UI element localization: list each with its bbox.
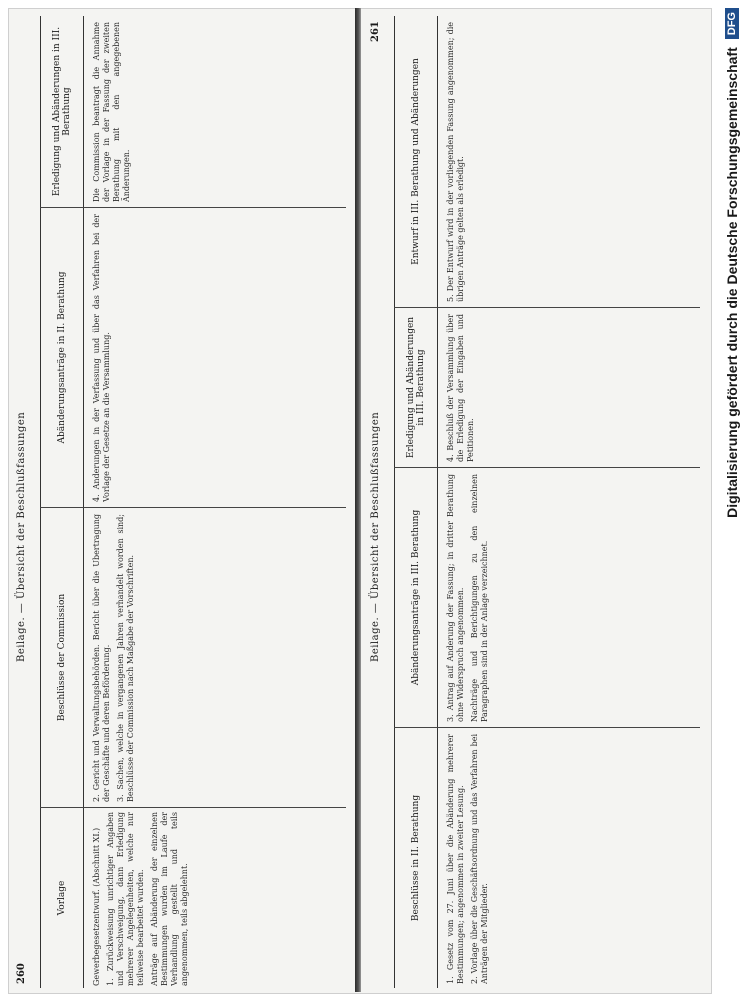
right-page — [366, 8, 706, 992]
left-column-text — [92, 214, 344, 502]
right-page-content — [366, 8, 706, 992]
dfg-logo-icon: DFG — [725, 8, 739, 39]
dfg-banner-content — [712, 0, 752, 1000]
left-page-number: 260 — [16, 963, 27, 984]
paragraph: 4. Beschluß der Versammlung über die Erledigung der Eingaben und Petitionen. — [446, 314, 475, 462]
right-col-header-2: Abänderungsanträge in III. Berathung — [394, 468, 438, 728]
right-column-text — [446, 22, 698, 302]
dfg-banner — [712, 0, 752, 1000]
left-column-rule — [40, 507, 346, 508]
left-col-header-4: Erledigung und Abänderungen in III. Berathung — [40, 16, 84, 208]
dfg-banner-text: Digitalisierung gefördert durch die Deutsche Forschungsgemeinschaft — [724, 47, 740, 518]
right-col-header-1: Beschlüsse in II. Berathung — [394, 728, 438, 988]
paragraph: 1. Zurückweisung unrichtiger Angaben und Verschweigung, dann Erledigung mehrerer Angelegenheiten, welche nur teilweise bearbeitet wurden. — [106, 812, 145, 986]
right-column-rule — [394, 727, 700, 728]
left-col-header-2: Beschlüsse der Commission — [40, 508, 84, 808]
right-column-text — [446, 474, 698, 722]
paragraph: Die Commission beantragt die Annahme der Vorlage in der Fassung der zweiten Berathung mit den angegebenen Änderungen. — [92, 22, 131, 202]
left-column-rule — [40, 807, 346, 808]
left-page — [12, 8, 352, 992]
right-col-header-4: Entwurf in III. Berathung und Abänderungen — [394, 16, 438, 308]
right-column-text — [446, 734, 698, 984]
right-column-rule — [394, 467, 700, 468]
paragraph: Anträge auf Abänderung der einzelnen Bestimmungen wurden im Laufe der Verhandlung gestellt und teils angenommen, teils abgelehnt. — [150, 812, 189, 986]
right-col-header-3: Erledigung und Abänderungen in III. Berathung — [394, 308, 438, 468]
left-column-text — [92, 812, 344, 986]
left-col-header-1: Vorlage — [40, 808, 84, 988]
page-gutter — [355, 8, 361, 992]
right-column-rule — [394, 307, 700, 308]
left-column-text — [92, 22, 344, 202]
paragraph: 3. Sachen, welche in vergangenen Jahren verhandelt worden sind; Beschlüsse der Commission nach Maßgabe der Vorschriften. — [116, 514, 135, 802]
right-running-head: Beilage. — Übersicht der Beschlußfassungen — [370, 411, 381, 662]
paragraph: Gewerbegesetzentwurf. (Abschnitt XI.) — [92, 827, 101, 986]
paragraph: 2. Vorlage über die Geschäftsordnung und das Verfahren bei Anträgen der Mitglieder. — [470, 734, 489, 984]
left-page-content — [12, 8, 352, 992]
left-running-head: Beilage. — Übersicht der Beschlußfassungen — [16, 411, 27, 662]
left-col-header-3: Abänderungsanträge in II. Berathung — [40, 208, 84, 508]
paragraph: 1. Gesetz vom 27. Juni über die Abänderung mehrerer Bestimmungen; angenommen in zweiter Lesung. — [446, 734, 465, 984]
left-column-rule — [40, 207, 346, 208]
right-page-number: 261 — [370, 21, 381, 42]
paragraph: 3. Antrag auf Änderung der Fassung; in dritter Berathung ohne Widerspruch angenommen. — [446, 474, 465, 722]
paragraph: 4. Änderungen in der Verfassung und über das Verfahren bei der Vorlage der Gesetze an die Versammlung. — [92, 214, 111, 502]
left-column-text — [92, 514, 344, 802]
paragraph: 5. Der Entwurf wird in der vorliegenden Fassung angenommen; die übrigen Anträge gelten als erledigt. — [446, 22, 465, 302]
right-column-text — [446, 314, 698, 462]
paragraph: Nachträge und Berichtigungen zu den einzelnen Paragraphen sind in der Anlage verzeichnet. — [470, 474, 489, 722]
paragraph: 2. Gericht und Verwaltungsbehörden. Bericht über die Übertragung der Geschäfte und deren Beförderung. — [92, 514, 111, 802]
